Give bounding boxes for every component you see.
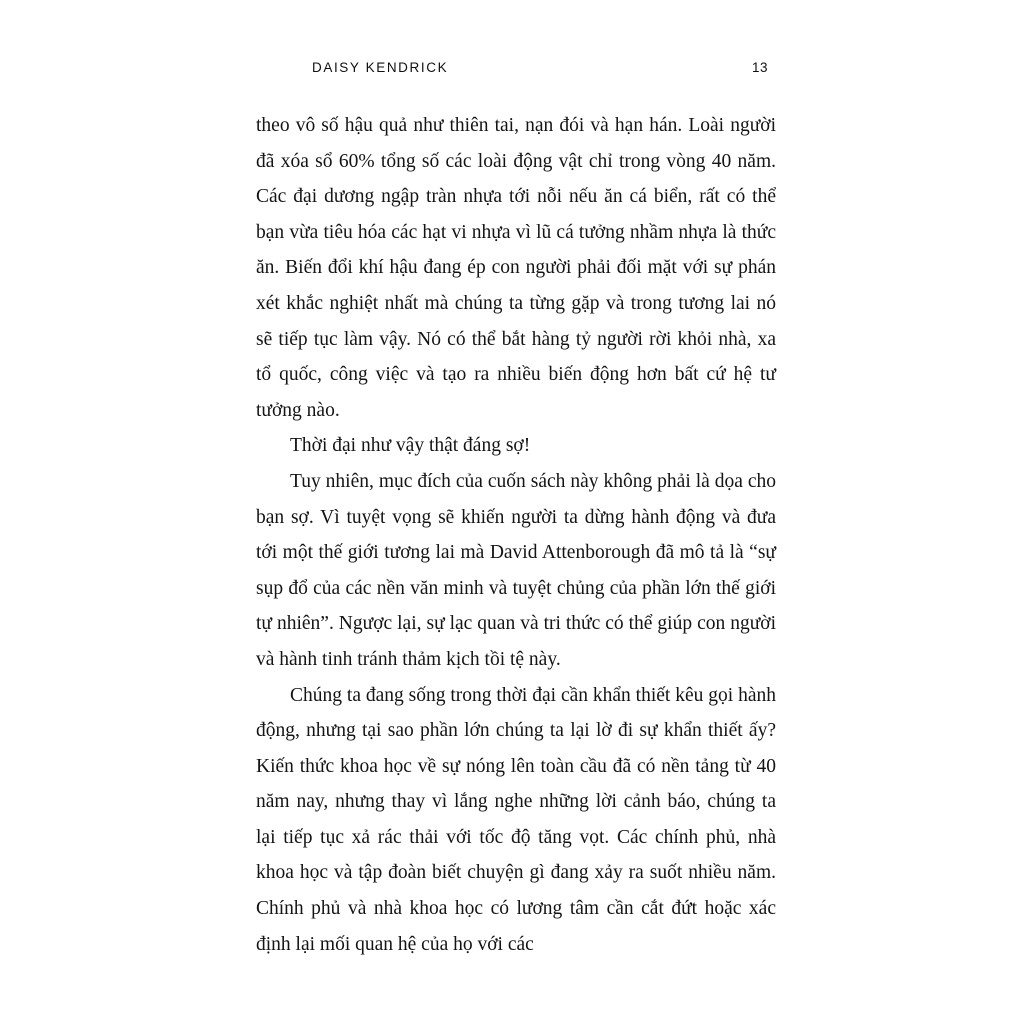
paragraph: theo vô số hậu quả như thiên tai, nạn đói và hạn hán. Loài người đã xóa sổ 60% tổng số các loài động vật chỉ trong vòng 40 năm. Các đại dương ngập tràn nhựa tới nỗi nếu ăn cá biển, rất có thể bạn vừa tiêu hóa các hạt vi nhựa vì lũ cá tưởng nhầm nhựa là thức ăn. Biến đổi khí hậu đang ép con người phải đối mặt với sự phán xét khắc nghiệt nhất mà chúng ta từng gặp và trong tương lai nó sẽ tiếp tục làm vậy. Nó có thể bắt hàng tỷ người rời khỏi nhà, xa tổ quốc, công việc và tạo ra nhiều biến động hơn bất cứ hệ tư tưởng nào. xyxy=(256,115,776,421)
page-number: 13 xyxy=(751,60,768,75)
paragraph: Chúng ta đang sống trong thời đại cần khẩn thiết kêu gọi hành động, nhưng tại sao phần lớn chúng ta lại lờ đi sự khẩn thiết ấy? Kiến thức khoa học về sự nóng lên toàn cầu đã có nền tảng từ 40 năm nay, nhưng thay vì lắng nghe những lời cảnh báo, chúng ta lại tiếp tục xả rác thải với tốc độ tăng vọt. Các chính phủ, nhà khoa học và tập đoàn biết chuyện gì đang xảy ra suốt nhiều năm. Chính phủ và nhà khoa học có lương tâm cần cắt đứt hoặc xác định lại mối quan hệ của họ với các xyxy=(256,684,776,955)
body-text xyxy=(256,108,776,962)
paragraph: Thời đại như vậy thật đáng sợ! xyxy=(290,435,531,457)
paragraph: Tuy nhiên, mục đích của cuốn sách này không phải là dọa cho bạn sợ. Vì tuyệt vọng sẽ khiến người ta dừng hành động và đưa tới một thế giới tương lai mà David Attenborough đã mô tả là “sự sụp đổ của các nền văn minh và tuyệt chủng của phần lớn thế giới tự nhiên”. Ngược lại, sự lạc quan và tri thức có thể giúp con người và hành tinh tránh thảm kịch tồi tệ này. xyxy=(256,470,776,670)
running-head-title: DAISY KENDRICK xyxy=(312,60,449,75)
running-head xyxy=(256,60,768,75)
